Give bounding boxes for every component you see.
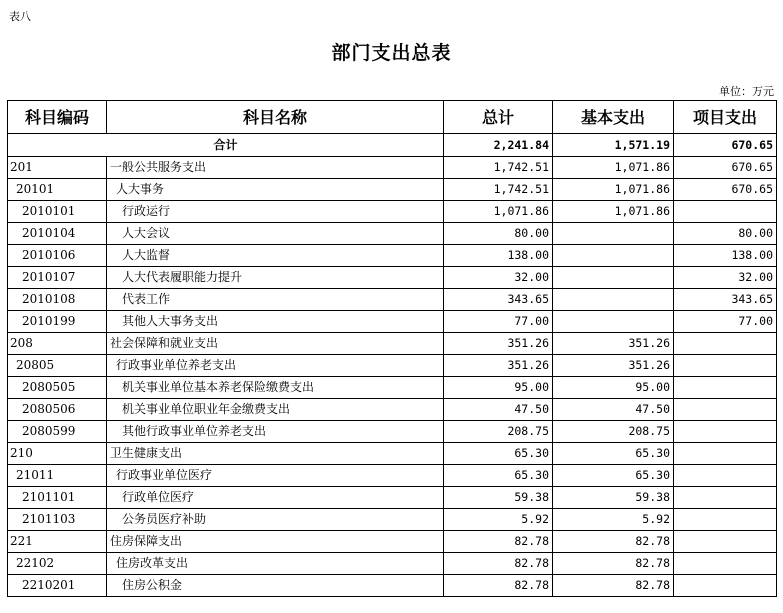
name-cell: 社会保障和就业支出 xyxy=(107,333,444,355)
basic-cell: 65.30 xyxy=(553,465,674,487)
name-cell: 机关事业单位职业年金缴费支出 xyxy=(107,399,444,421)
table-row xyxy=(8,487,777,509)
code-cell: 20805 xyxy=(8,355,107,377)
code-cell: 2010107 xyxy=(8,267,107,289)
total-cell: 1,742.51 xyxy=(444,157,553,179)
project-cell: 32.00 xyxy=(674,267,777,289)
basic-cell: 351.26 xyxy=(553,355,674,377)
total-cell: 47.50 xyxy=(444,399,553,421)
project-cell: 343.65 xyxy=(674,289,777,311)
table-row xyxy=(8,421,777,443)
name-cell: 人大会议 xyxy=(107,223,444,245)
basic-cell: 1,071.86 xyxy=(553,157,674,179)
name-cell: 住房改革支出 xyxy=(107,553,444,575)
total-cell: 80.00 xyxy=(444,223,553,245)
total-basic: 1,571.19 xyxy=(553,134,674,157)
total-cell: 351.26 xyxy=(444,333,553,355)
project-cell xyxy=(674,377,777,399)
unit-label: 单位：万元 xyxy=(719,85,774,98)
project-cell: 670.65 xyxy=(674,179,777,201)
name-cell: 公务员医疗补助 xyxy=(107,509,444,531)
project-cell xyxy=(674,421,777,443)
header-row xyxy=(8,101,777,134)
table-row xyxy=(8,355,777,377)
total-cell: 65.30 xyxy=(444,443,553,465)
code-cell: 2080505 xyxy=(8,377,107,399)
basic-cell: 351.26 xyxy=(553,333,674,355)
page-title: 部门支出总表 xyxy=(331,42,452,64)
code-cell: 2010199 xyxy=(8,311,107,333)
table-row xyxy=(8,267,777,289)
header-name: 科目名称 xyxy=(107,101,444,134)
basic-cell: 1,071.86 xyxy=(553,179,674,201)
project-cell xyxy=(674,531,777,553)
table-row xyxy=(8,333,777,355)
project-cell: 80.00 xyxy=(674,223,777,245)
name-cell: 其他行政事业单位养老支出 xyxy=(107,421,444,443)
table-row xyxy=(8,157,777,179)
name-cell: 住房公积金 xyxy=(107,575,444,597)
basic-cell xyxy=(553,267,674,289)
code-cell: 2010101 xyxy=(8,201,107,223)
code-cell: 201 xyxy=(8,157,107,179)
header-code: 科目编码 xyxy=(8,101,107,134)
code-cell: 2101103 xyxy=(8,509,107,531)
total-project: 670.65 xyxy=(674,134,777,157)
name-cell: 代表工作 xyxy=(107,289,444,311)
table-row xyxy=(8,289,777,311)
project-cell xyxy=(674,465,777,487)
total-cell: 351.26 xyxy=(444,355,553,377)
total-cell: 77.00 xyxy=(444,311,553,333)
total-cell: 1,071.86 xyxy=(444,201,553,223)
name-cell: 人大监督 xyxy=(107,245,444,267)
basic-cell: 1,071.86 xyxy=(553,201,674,223)
name-cell: 卫生健康支出 xyxy=(107,443,444,465)
code-cell: 22102 xyxy=(8,553,107,575)
project-cell xyxy=(674,553,777,575)
total-total: 2,241.84 xyxy=(444,134,553,157)
code-cell: 2080506 xyxy=(8,399,107,421)
basic-cell: 5.92 xyxy=(553,509,674,531)
total-cell: 65.30 xyxy=(444,465,553,487)
table-body xyxy=(8,134,777,597)
project-cell xyxy=(674,399,777,421)
project-cell: 138.00 xyxy=(674,245,777,267)
table-row xyxy=(8,465,777,487)
project-cell xyxy=(674,487,777,509)
code-cell: 210 xyxy=(8,443,107,465)
code-cell: 2210201 xyxy=(8,575,107,597)
basic-cell xyxy=(553,289,674,311)
table-row xyxy=(8,575,777,597)
table-row xyxy=(8,201,777,223)
table-row xyxy=(8,531,777,553)
basic-cell xyxy=(553,223,674,245)
basic-cell: 82.78 xyxy=(553,575,674,597)
project-cell xyxy=(674,333,777,355)
basic-cell: 47.50 xyxy=(553,399,674,421)
total-cell: 82.78 xyxy=(444,531,553,553)
table-row xyxy=(8,377,777,399)
table-id: 表八 xyxy=(9,10,31,23)
basic-cell: 82.78 xyxy=(553,553,674,575)
total-cell: 82.78 xyxy=(444,575,553,597)
header-basic: 基本支出 xyxy=(553,101,674,134)
code-cell: 21011 xyxy=(8,465,107,487)
table-row xyxy=(8,553,777,575)
basic-cell: 95.00 xyxy=(553,377,674,399)
total-cell: 138.00 xyxy=(444,245,553,267)
table-row xyxy=(8,245,777,267)
name-cell: 行政运行 xyxy=(107,201,444,223)
basic-cell: 65.30 xyxy=(553,443,674,465)
project-cell: 77.00 xyxy=(674,311,777,333)
table-row xyxy=(8,311,777,333)
table-row xyxy=(8,443,777,465)
table-row xyxy=(8,179,777,201)
table-row xyxy=(8,399,777,421)
name-cell: 住房保障支出 xyxy=(107,531,444,553)
basic-cell: 59.38 xyxy=(553,487,674,509)
project-cell xyxy=(674,575,777,597)
project-cell xyxy=(674,355,777,377)
expenditure-table xyxy=(7,100,777,597)
name-cell: 行政事业单位医疗 xyxy=(107,465,444,487)
table-row xyxy=(8,223,777,245)
basic-cell: 208.75 xyxy=(553,421,674,443)
name-cell: 机关事业单位基本养老保险缴费支出 xyxy=(107,377,444,399)
table-row xyxy=(8,509,777,531)
code-cell: 2010106 xyxy=(8,245,107,267)
basic-cell xyxy=(553,245,674,267)
total-cell: 208.75 xyxy=(444,421,553,443)
project-cell xyxy=(674,509,777,531)
total-cell: 32.00 xyxy=(444,267,553,289)
total-label: 合计 xyxy=(8,134,444,157)
project-cell xyxy=(674,443,777,465)
total-cell: 59.38 xyxy=(444,487,553,509)
name-cell: 人大事务 xyxy=(107,179,444,201)
header-total: 总计 xyxy=(444,101,553,134)
total-cell: 1,742.51 xyxy=(444,179,553,201)
code-cell: 2010108 xyxy=(8,289,107,311)
basic-cell: 82.78 xyxy=(553,531,674,553)
project-cell xyxy=(674,201,777,223)
name-cell: 行政单位医疗 xyxy=(107,487,444,509)
header-project: 项目支出 xyxy=(674,101,777,134)
total-cell: 82.78 xyxy=(444,553,553,575)
total-cell: 343.65 xyxy=(444,289,553,311)
code-cell: 2010104 xyxy=(8,223,107,245)
code-cell: 221 xyxy=(8,531,107,553)
basic-cell xyxy=(553,311,674,333)
total-cell: 95.00 xyxy=(444,377,553,399)
code-cell: 2101101 xyxy=(8,487,107,509)
code-cell: 208 xyxy=(8,333,107,355)
name-cell: 一般公共服务支出 xyxy=(107,157,444,179)
code-cell: 20101 xyxy=(8,179,107,201)
total-row xyxy=(8,134,777,157)
name-cell: 人大代表履职能力提升 xyxy=(107,267,444,289)
project-cell: 670.65 xyxy=(674,157,777,179)
code-cell: 2080599 xyxy=(8,421,107,443)
name-cell: 其他人大事务支出 xyxy=(107,311,444,333)
total-cell: 5.92 xyxy=(444,509,553,531)
name-cell: 行政事业单位养老支出 xyxy=(107,355,444,377)
